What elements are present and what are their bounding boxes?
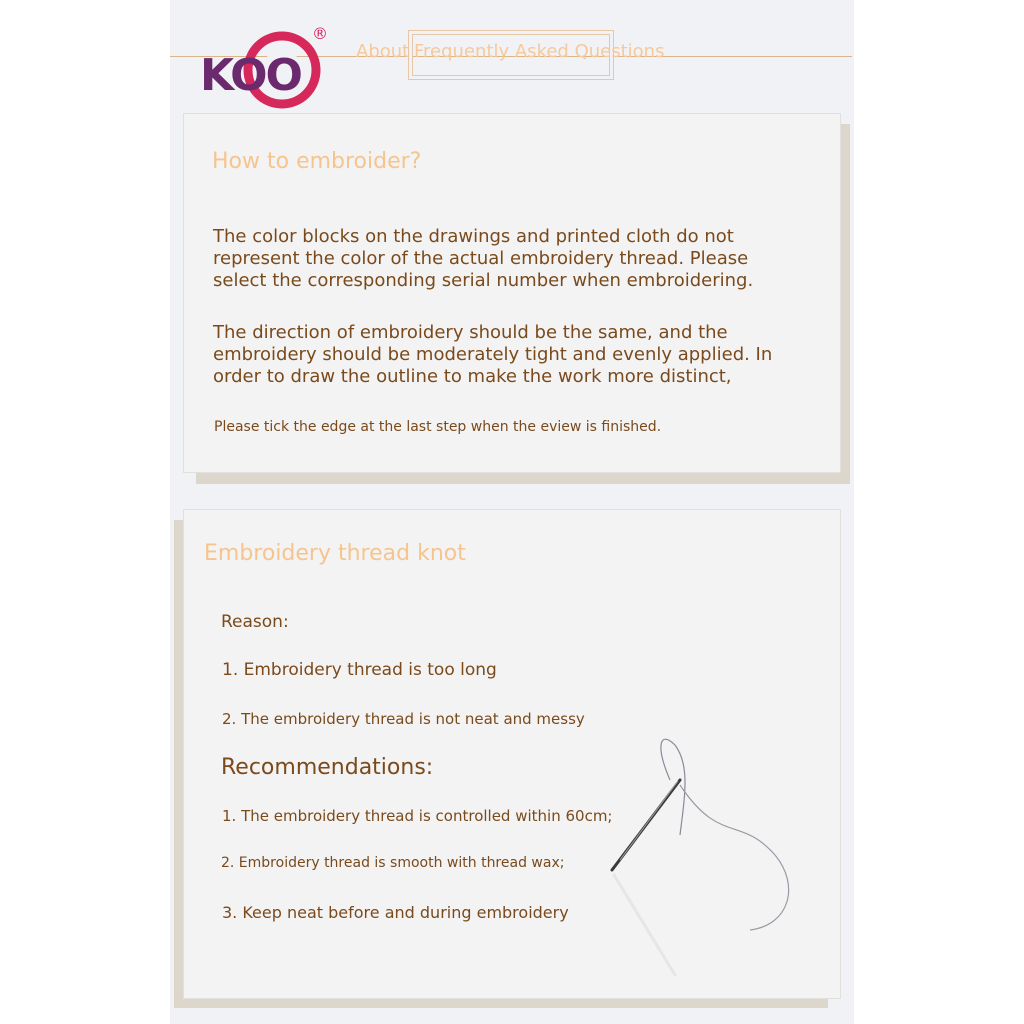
list-item: 1. The embroidery thread is controlled within 60cm; (222, 807, 613, 825)
note-text: Please tick the edge at the last step when the eview is finished. (214, 419, 662, 435)
list-item: 2. Embroidery thread is smooth with thread wax; (221, 855, 565, 871)
list-item: 1. Embroidery thread is too long (222, 660, 497, 680)
registered-mark: ® (312, 24, 328, 43)
logo-text: KOO (200, 50, 301, 101)
list-item: 3. Keep neat before and during embroidery (222, 903, 569, 922)
paragraph: The direction of embroidery should be the same, and the embroidery should be moderately tight and evenly applied. In order to draw the outline to make the work more distinct, (213, 322, 773, 387)
list-item: 2. The embroidery thread is not neat and messy (222, 710, 585, 728)
reason-label: Reason: (221, 612, 289, 632)
nav-faq-link[interactable]: Frequently Asked Questions (414, 41, 665, 62)
card-title: How to embroider? (212, 149, 422, 174)
nav-about-link[interactable]: About (356, 41, 410, 62)
card-title: Embroidery thread knot (204, 541, 466, 566)
brand-logo[interactable] (200, 24, 330, 116)
recommendations-label: Recommendations: (221, 755, 434, 780)
needle-and-thread-icon (600, 735, 800, 985)
paragraph: The color blocks on the drawings and printed cloth do not represent the color of the actual embroidery thread. Please select the corresponding serial number when embroidering. (213, 226, 754, 291)
